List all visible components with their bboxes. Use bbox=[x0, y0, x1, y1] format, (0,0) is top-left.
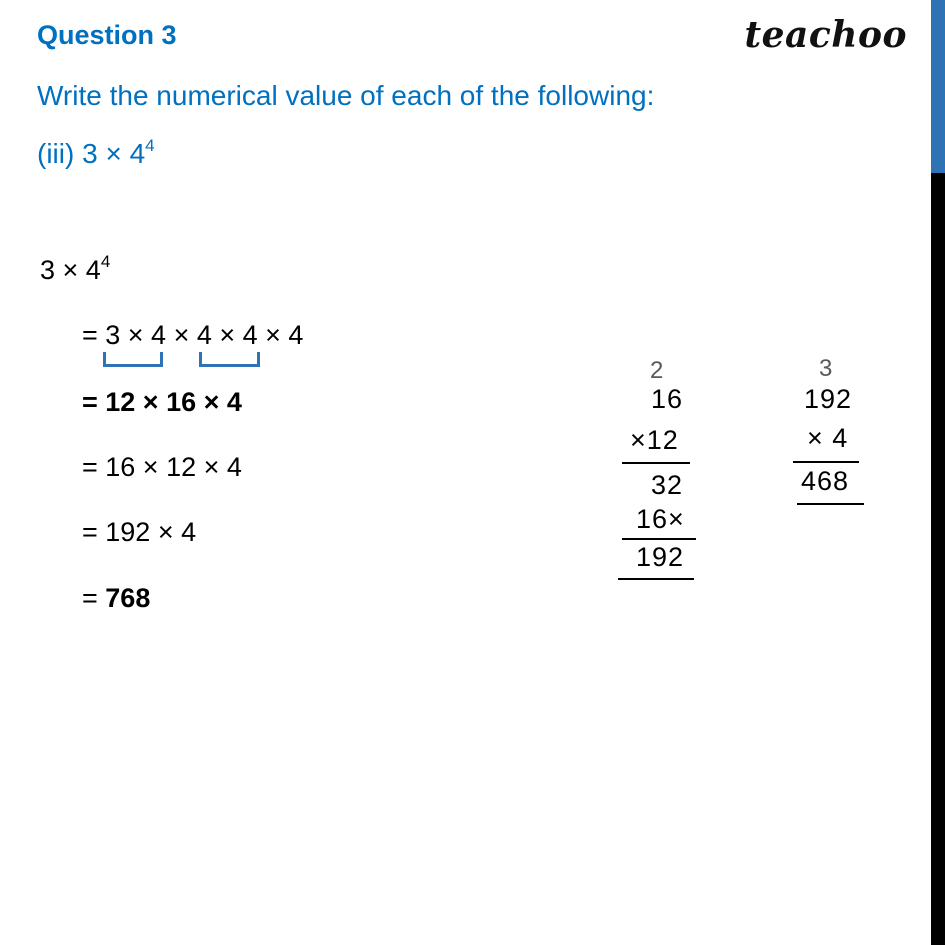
teachoo-logo: teachoo bbox=[744, 14, 907, 56]
working-2-multiplier: × 4 bbox=[807, 423, 849, 453]
question-text: Write the numerical value of each of the following: bbox=[37, 80, 655, 111]
group-bracket-2 bbox=[199, 352, 260, 367]
working-2-line-1 bbox=[793, 461, 859, 463]
working-2-result: 468 bbox=[801, 466, 850, 496]
working-1-carry: 2 bbox=[650, 357, 664, 384]
working-1-partial-1: 32 bbox=[651, 470, 684, 500]
expression-exponent: 4 bbox=[100, 252, 111, 271]
solution-step-3: = 16 × 12 × 4 bbox=[82, 452, 242, 482]
solution-step-1: = 3 × 4 × 4 × 4 × 4 bbox=[82, 320, 304, 350]
working-2-line-2 bbox=[797, 503, 864, 505]
solution-step-4: = 192 × 4 bbox=[82, 517, 197, 547]
question-part-exponent: 4 bbox=[145, 135, 155, 155]
answer-value: 768 bbox=[105, 583, 151, 613]
solution-step-2: = 12 × 16 × 4 bbox=[82, 387, 242, 417]
working-2-top: 192 bbox=[804, 384, 853, 414]
working-1-line-2 bbox=[622, 538, 696, 540]
working-1-result: 192 bbox=[636, 542, 685, 572]
solution-expression bbox=[40, 252, 111, 286]
working-2-carry: 3 bbox=[819, 355, 833, 382]
solution-final-answer bbox=[82, 583, 150, 614]
working-1-top: 16 bbox=[651, 384, 684, 414]
question-part bbox=[37, 135, 155, 170]
sidebar-accent bbox=[931, 0, 945, 173]
answer-prefix: = bbox=[82, 583, 106, 613]
expression-base: 3 × 4 bbox=[40, 255, 101, 285]
question-title: Question 3 bbox=[37, 20, 177, 50]
question-part-base: (iii) 3 × 4 bbox=[37, 138, 146, 169]
working-1-line-1 bbox=[622, 462, 690, 464]
working-1-multiplier: ×12 bbox=[630, 425, 679, 455]
group-bracket-1 bbox=[103, 352, 163, 367]
working-1-partial-2: 16× bbox=[636, 504, 685, 534]
working-1-line-3 bbox=[618, 578, 694, 580]
